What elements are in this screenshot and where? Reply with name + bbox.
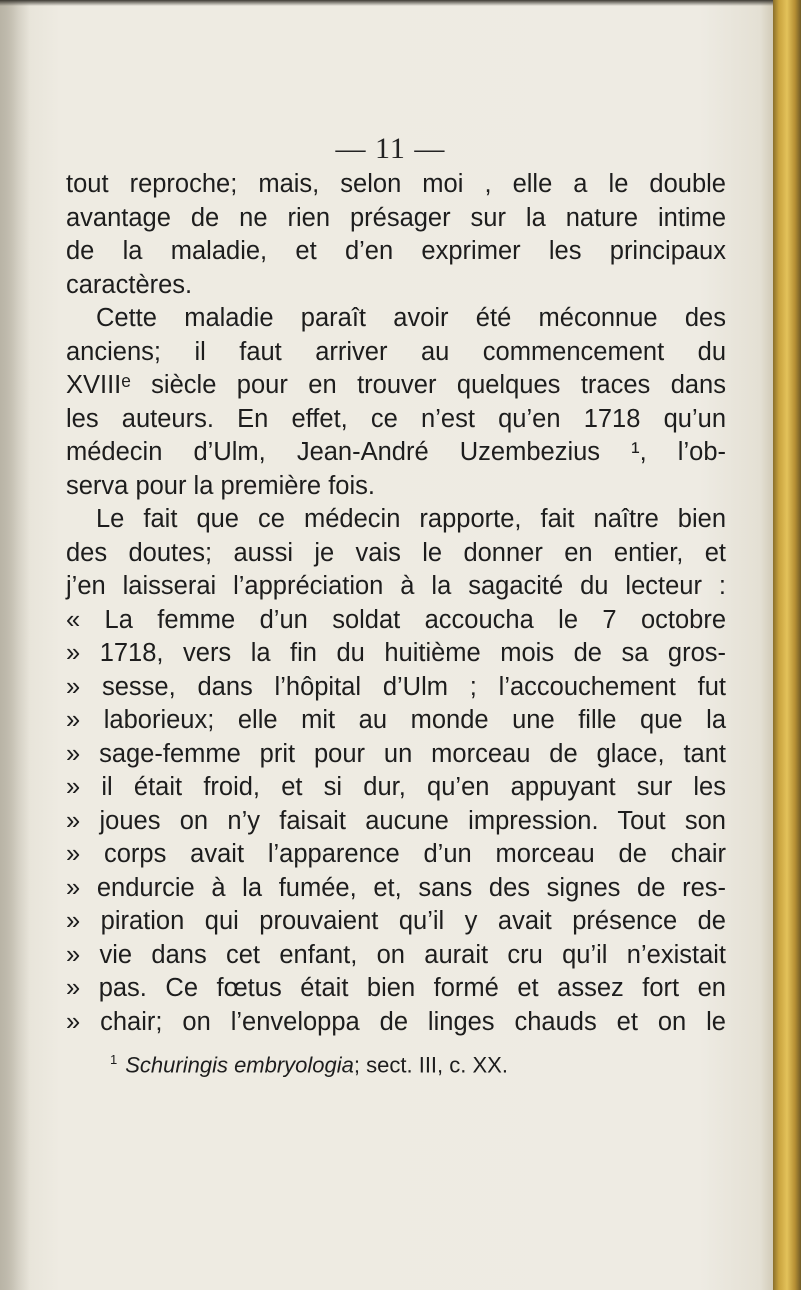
body-text [66,168,726,1039]
footnote [110,1052,508,1078]
page-number-header: — 11 — [335,132,446,165]
text-line: serva pour la première fois. [66,471,375,500]
text-line: » chair; on l’enveloppa de linges chauds et on le [66,1007,726,1036]
gilt-page-edge [773,0,801,1290]
text-line: Le fait que ce médecin rapporte, fait naître bien [96,505,726,533]
binding-shadow [0,0,30,1290]
text-line: « La femme d’un soldat accoucha le 7 octobre [66,605,726,634]
text-line: » endurcie à la fumée, et, sans des signes de res- [66,873,726,902]
footnote-marker: 1 [110,1052,118,1067]
text-line: tout reproche; mais, selon moi , elle a le double [66,170,726,198]
text-line: médecin d’Ulm, Jean-André Uzembezius ¹, l’ob- [66,438,726,466]
top-page-edge [0,0,801,6]
text-line: » joues on n’y faisait aucune impression. Tout son [66,806,726,835]
footnote-rest: ; sect. III, c. XX. [353,1052,508,1078]
text-line: anciens; il faut arriver au commencement du [66,337,726,366]
text-line: » piration qui prouvaient qu’il y avait présence de [66,907,726,935]
text-line: » sage-femme prit pour un morceau de glace, tant [66,739,726,768]
footnote-title: Schuringis embryologia [125,1052,354,1078]
text-line: » corps avait l’apparence d’un morceau de chair [66,840,726,868]
text-line: » il était froid, et si dur, qu’en appuyant sur les [66,773,726,801]
text-line: » laborieux; elle mit au monde une fille que la [66,706,726,734]
text-line: Cette maladie paraît avoir été méconnue des [96,304,726,332]
text-line: caractères. [66,270,193,299]
text-line: avantage de ne rien présager sur la nature intime [66,203,726,232]
text-line: XVIIIᵉ siècle pour en trouver quelques traces dans [66,371,726,399]
text-line: » 1718, vers la fin du huitième mois de sa gros- [66,639,726,667]
text-line: les auteurs. En effet, ce n’est qu’en 1718 qu’un [66,404,726,433]
text-line: » pas. Ce fœtus était bien formé et assez fort en [66,974,726,1002]
text-line: » sesse, dans l’hôpital d’Ulm ; l’accouchement fut [66,672,726,701]
text-line: de la maladie, et d’en exprimer les principaux [66,237,726,265]
text-line: des doutes; aussi je vais le donner en entier, et [66,538,726,567]
text-line: » vie dans cet enfant, on aurait cru qu’il n’existait [66,940,726,969]
text-line: j’en laisserai l’appréciation à la sagacité du lecteur : [66,572,726,600]
